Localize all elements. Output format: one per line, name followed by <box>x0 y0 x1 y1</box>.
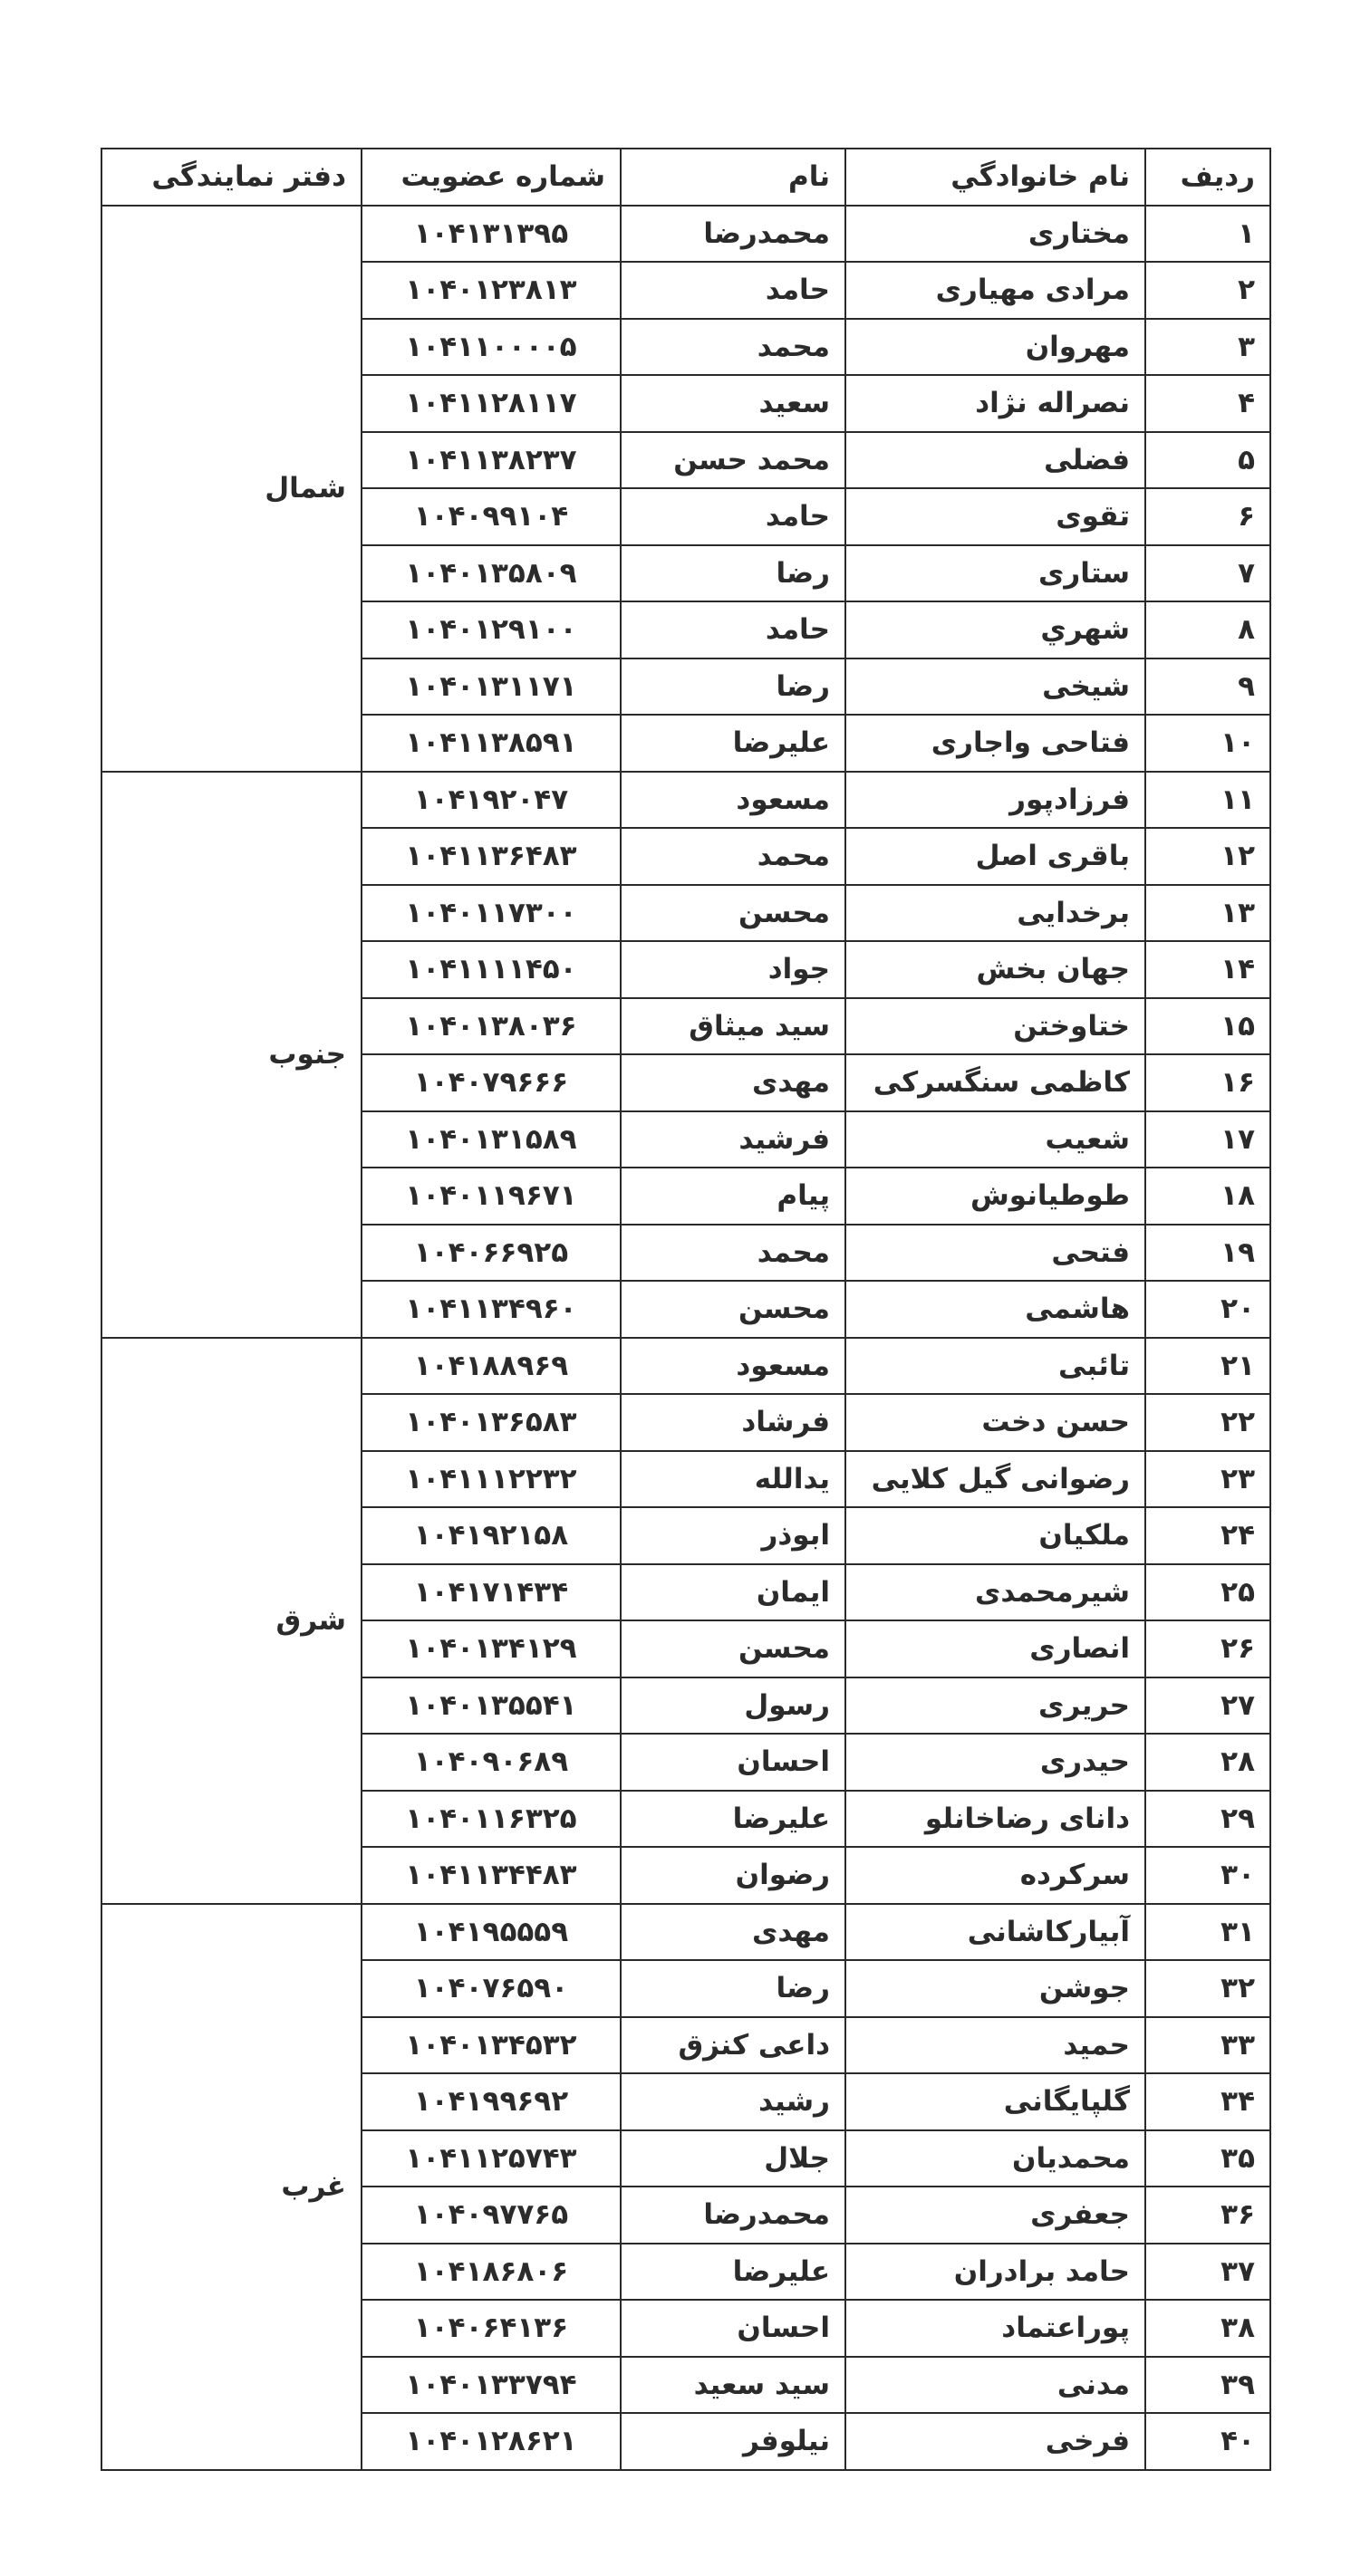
first-name-cell: سید سعید <box>621 2357 845 2414</box>
membership-number-cell: ۱۰۴۰۱۳۴۱۲۹ <box>362 1620 621 1677</box>
membership-number-cell: ۱۰۴۱۳۱۳۹۵ <box>362 206 621 263</box>
row-number-cell: ۹ <box>1145 658 1270 716</box>
first-name-cell: ابوذر <box>621 1507 845 1564</box>
family-name-cell: جهان بخش <box>845 941 1145 998</box>
row-number-cell: ۱۷ <box>1145 1111 1270 1168</box>
family-name-cell: محمدیان <box>845 2130 1145 2187</box>
family-name-cell: هاشمی <box>845 1281 1145 1338</box>
first-name-cell: رضا <box>621 1960 845 2017</box>
first-name-cell: محمد <box>621 828 845 885</box>
first-name-cell: پیام <box>621 1168 845 1225</box>
family-name-cell: فتحی <box>845 1225 1145 1282</box>
first-name-cell: داعی کنزق <box>621 2017 845 2074</box>
family-name-cell: مختاری <box>845 206 1145 263</box>
first-name-cell: مسعود <box>621 772 845 829</box>
family-name-cell: حمید <box>845 2017 1145 2074</box>
membership-number-cell: ۱۰۴۰۶۴۱۳۶ <box>362 2300 621 2357</box>
membership-number-cell: ۱۰۴۱۹۲۰۴۷ <box>362 772 621 829</box>
membership-number-cell: ۱۰۴۱۱۳۸۵۹۱ <box>362 715 621 772</box>
family-name-cell: دانای رضاخانلو <box>845 1791 1145 1848</box>
first-name-cell: مسعود <box>621 1338 845 1395</box>
membership-number-cell: ۱۰۴۱۱۰۰۰۰۵ <box>362 319 621 376</box>
row-number-cell: ۳۸ <box>1145 2300 1270 2357</box>
row-number-cell: ۲۵ <box>1145 1564 1270 1621</box>
family-name-cell: جعفری <box>845 2187 1145 2244</box>
family-name-cell: مرادی مهیاری <box>845 262 1145 319</box>
row-number-cell: ۲۲ <box>1145 1394 1270 1451</box>
row-number-cell: ۲۳ <box>1145 1451 1270 1508</box>
row-number-cell: ۱۰ <box>1145 715 1270 772</box>
first-name-cell: احسان <box>621 1734 845 1791</box>
office-cell: غرب <box>101 1904 362 2470</box>
first-name-cell: فرشید <box>621 1111 845 1168</box>
first-name-cell: حامد <box>621 262 845 319</box>
office-cell: شمال <box>101 206 362 772</box>
first-name-cell: سید میثاق <box>621 998 845 1055</box>
first-name-cell: علیرضا <box>621 2244 845 2301</box>
family-name-cell: رضوانی گیل کلایی <box>845 1451 1145 1508</box>
header-first-name: نام <box>621 149 845 206</box>
membership-number-cell: ۱۰۴۰۷۹۶۶۶ <box>362 1054 621 1111</box>
family-name-cell: حریری <box>845 1677 1145 1735</box>
membership-number-cell: ۱۰۴۱۱۳۴۴۸۳ <box>362 1847 621 1904</box>
member-table-document <box>102 148 1271 2471</box>
family-name-cell: برخدایی <box>845 885 1145 942</box>
row-number-cell: ۱۸ <box>1145 1168 1270 1225</box>
row-number-cell: ۳۴ <box>1145 2073 1270 2130</box>
row-number-cell: ۴ <box>1145 375 1270 432</box>
membership-number-cell: ۱۰۴۰۷۶۵۹۰ <box>362 1960 621 2017</box>
row-number-cell: ۳۶ <box>1145 2187 1270 2244</box>
membership-number-cell: ۱۰۴۰۱۲۸۶۲۱ <box>362 2413 621 2470</box>
family-name-cell: فتاحی واجاری <box>845 715 1145 772</box>
membership-number-cell: ۱۰۴۰۹۷۷۶۵ <box>362 2187 621 2244</box>
family-name-cell: ملکیان <box>845 1507 1145 1564</box>
first-name-cell: علیرضا <box>621 715 845 772</box>
row-number-cell: ۵ <box>1145 432 1270 489</box>
row-number-cell: ۳۰ <box>1145 1847 1270 1904</box>
membership-number-cell: ۱۰۴۱۱۲۸۱۱۷ <box>362 375 621 432</box>
header-family-name: نام خانوادگي <box>845 149 1145 206</box>
membership-number-cell: ۱۰۴۰۱۲۹۱۰۰ <box>362 601 621 658</box>
row-number-cell: ۶ <box>1145 488 1270 545</box>
membership-number-cell: ۱۰۴۰۹۹۱۰۴ <box>362 488 621 545</box>
membership-number-cell: ۱۰۴۰۱۳۱۵۸۹ <box>362 1111 621 1168</box>
family-name-cell: تائبی <box>845 1338 1145 1395</box>
row-number-cell: ۲۰ <box>1145 1281 1270 1338</box>
membership-number-cell: ۱۰۴۱۷۱۴۳۴ <box>362 1564 621 1621</box>
family-name-cell: مدنی <box>845 2357 1145 2414</box>
first-name-cell: رضا <box>621 545 845 602</box>
family-name-cell: نصراله نژاد <box>845 375 1145 432</box>
family-name-cell: ختاوختن <box>845 998 1145 1055</box>
header-membership-number: شماره عضویت <box>362 149 621 206</box>
family-name-cell: تقوی <box>845 488 1145 545</box>
row-number-cell: ۳۲ <box>1145 1960 1270 2017</box>
family-name-cell: باقری اصل <box>845 828 1145 885</box>
table-body <box>101 206 1270 2470</box>
first-name-cell: محمدرضا <box>621 206 845 263</box>
membership-number-cell: ۱۰۴۰۱۳۵۵۴۱ <box>362 1677 621 1735</box>
row-number-cell: ۷ <box>1145 545 1270 602</box>
first-name-cell: فرشاد <box>621 1394 845 1451</box>
row-number-cell: ۳۷ <box>1145 2244 1270 2301</box>
row-number-cell: ۱۹ <box>1145 1225 1270 1282</box>
row-number-cell: ۲۱ <box>1145 1338 1270 1395</box>
table-row <box>101 772 1270 829</box>
first-name-cell: مهدی <box>621 1054 845 1111</box>
row-number-cell: ۲ <box>1145 262 1270 319</box>
first-name-cell: مهدی <box>621 1904 845 1961</box>
family-name-cell: ستاری <box>845 545 1145 602</box>
office-cell: جنوب <box>101 772 362 1338</box>
table-row <box>101 1338 1270 1395</box>
family-name-cell: پوراعتماد <box>845 2300 1145 2357</box>
membership-number-cell: ۱۰۴۰۱۳۴۵۳۲ <box>362 2017 621 2074</box>
membership-number-cell: ۱۰۴۱۱۲۵۷۴۳ <box>362 2130 621 2187</box>
membership-number-cell: ۱۰۴۱۱۱۱۴۵۰ <box>362 941 621 998</box>
family-name-cell: حسن دخت <box>845 1394 1145 1451</box>
row-number-cell: ۳۵ <box>1145 2130 1270 2187</box>
first-name-cell: محسن <box>621 1620 845 1677</box>
family-name-cell: طوطیانوش <box>845 1168 1145 1225</box>
family-name-cell: کاظمی سنگسرکی <box>845 1054 1145 1111</box>
first-name-cell: حامد <box>621 601 845 658</box>
first-name-cell: ایمان <box>621 1564 845 1621</box>
first-name-cell: محمد <box>621 319 845 376</box>
row-number-cell: ۲۹ <box>1145 1791 1270 1848</box>
membership-number-cell: ۱۰۴۱۱۳۴۹۶۰ <box>362 1281 621 1338</box>
table-row <box>101 206 1270 263</box>
membership-number-cell: ۱۰۴۰۱۲۳۸۱۳ <box>362 262 621 319</box>
membership-number-cell: ۱۰۴۱۹۲۱۵۸ <box>362 1507 621 1564</box>
membership-number-cell: ۱۰۴۰۱۳۱۱۷۱ <box>362 658 621 716</box>
table-row <box>101 1904 1270 1961</box>
membership-number-cell: ۱۰۴۱۹۵۵۵۹ <box>362 1904 621 1961</box>
family-name-cell: گلپایگانی <box>845 2073 1145 2130</box>
row-number-cell: ۱۴ <box>1145 941 1270 998</box>
membership-number-cell: ۱۰۴۰۱۳۸۰۳۶ <box>362 998 621 1055</box>
first-name-cell: احسان <box>621 2300 845 2357</box>
family-name-cell: مهروان <box>845 319 1145 376</box>
row-number-cell: ۱۳ <box>1145 885 1270 942</box>
first-name-cell: جواد <box>621 941 845 998</box>
row-number-cell: ۳ <box>1145 319 1270 376</box>
family-name-cell: شهري <box>845 601 1145 658</box>
first-name-cell: نیلوفر <box>621 2413 845 2470</box>
membership-number-cell: ۱۰۴۱۱۳۸۲۳۷ <box>362 432 621 489</box>
family-name-cell: شعیب <box>845 1111 1145 1168</box>
membership-number-cell: ۱۰۴۰۱۱۹۶۷۱ <box>362 1168 621 1225</box>
header-row-number: ردیف <box>1145 149 1270 206</box>
membership-number-cell: ۱۰۴۰۹۰۶۸۹ <box>362 1734 621 1791</box>
family-name-cell: حامد برادران <box>845 2244 1145 2301</box>
family-name-cell: انصاری <box>845 1620 1145 1677</box>
member-table <box>101 148 1271 2471</box>
first-name-cell: رسول <box>621 1677 845 1735</box>
row-number-cell: ۴۰ <box>1145 2413 1270 2470</box>
family-name-cell: جوشن <box>845 1960 1145 2017</box>
first-name-cell: رشید <box>621 2073 845 2130</box>
row-number-cell: ۲۶ <box>1145 1620 1270 1677</box>
first-name-cell: جلال <box>621 2130 845 2187</box>
first-name-cell: محسن <box>621 885 845 942</box>
first-name-cell: حامد <box>621 488 845 545</box>
row-number-cell: ۳۱ <box>1145 1904 1270 1961</box>
membership-number-cell: ۱۰۴۰۱۳۵۸۰۹ <box>362 545 621 602</box>
row-number-cell: ۳۳ <box>1145 2017 1270 2074</box>
first-name-cell: محمد <box>621 1225 845 1282</box>
membership-number-cell: ۱۰۴۰۱۱۶۳۲۵ <box>362 1791 621 1848</box>
row-number-cell: ۸ <box>1145 601 1270 658</box>
row-number-cell: ۲۸ <box>1145 1734 1270 1791</box>
membership-number-cell: ۱۰۴۰۱۳۳۷۹۴ <box>362 2357 621 2414</box>
header-representative-office: دفتر نمایندگی <box>101 149 362 206</box>
family-name-cell: فرخی <box>845 2413 1145 2470</box>
first-name-cell: سعید <box>621 375 845 432</box>
membership-number-cell: ۱۰۴۰۱۱۷۳۰۰ <box>362 885 621 942</box>
row-number-cell: ۱۵ <box>1145 998 1270 1055</box>
row-number-cell: ۱ <box>1145 206 1270 263</box>
membership-number-cell: ۱۰۴۰۶۶۹۲۵ <box>362 1225 621 1282</box>
first-name-cell: محسن <box>621 1281 845 1338</box>
membership-number-cell: ۱۰۴۱۱۱۲۲۳۲ <box>362 1451 621 1508</box>
membership-number-cell: ۱۰۴۱۸۶۸۰۶ <box>362 2244 621 2301</box>
family-name-cell: حیدری <box>845 1734 1145 1791</box>
row-number-cell: ۲۷ <box>1145 1677 1270 1735</box>
row-number-cell: ۲۴ <box>1145 1507 1270 1564</box>
first-name-cell: محمد حسن <box>621 432 845 489</box>
membership-number-cell: ۱۰۴۱۹۹۶۹۲ <box>362 2073 621 2130</box>
row-number-cell: ۱۶ <box>1145 1054 1270 1111</box>
family-name-cell: فرزادپور <box>845 772 1145 829</box>
row-number-cell: ۱۲ <box>1145 828 1270 885</box>
membership-number-cell: ۱۰۴۰۱۳۶۵۸۳ <box>362 1394 621 1451</box>
office-cell: شرق <box>101 1338 362 1904</box>
family-name-cell: آبیارکاشانی <box>845 1904 1145 1961</box>
row-number-cell: ۱۱ <box>1145 772 1270 829</box>
family-name-cell: شیخی <box>845 658 1145 716</box>
membership-number-cell: ۱۰۴۱۸۸۹۶۹ <box>362 1338 621 1395</box>
first-name-cell: رضوان <box>621 1847 845 1904</box>
family-name-cell: شیرمحمدی <box>845 1564 1145 1621</box>
header-row <box>101 149 1270 206</box>
membership-number-cell: ۱۰۴۱۱۳۶۴۸۳ <box>362 828 621 885</box>
family-name-cell: سرکرده <box>845 1847 1145 1904</box>
first-name-cell: محمدرضا <box>621 2187 845 2244</box>
family-name-cell: فضلی <box>845 432 1145 489</box>
row-number-cell: ۳۹ <box>1145 2357 1270 2414</box>
first-name-cell: یدالله <box>621 1451 845 1508</box>
first-name-cell: رضا <box>621 658 845 716</box>
first-name-cell: علیرضا <box>621 1791 845 1848</box>
